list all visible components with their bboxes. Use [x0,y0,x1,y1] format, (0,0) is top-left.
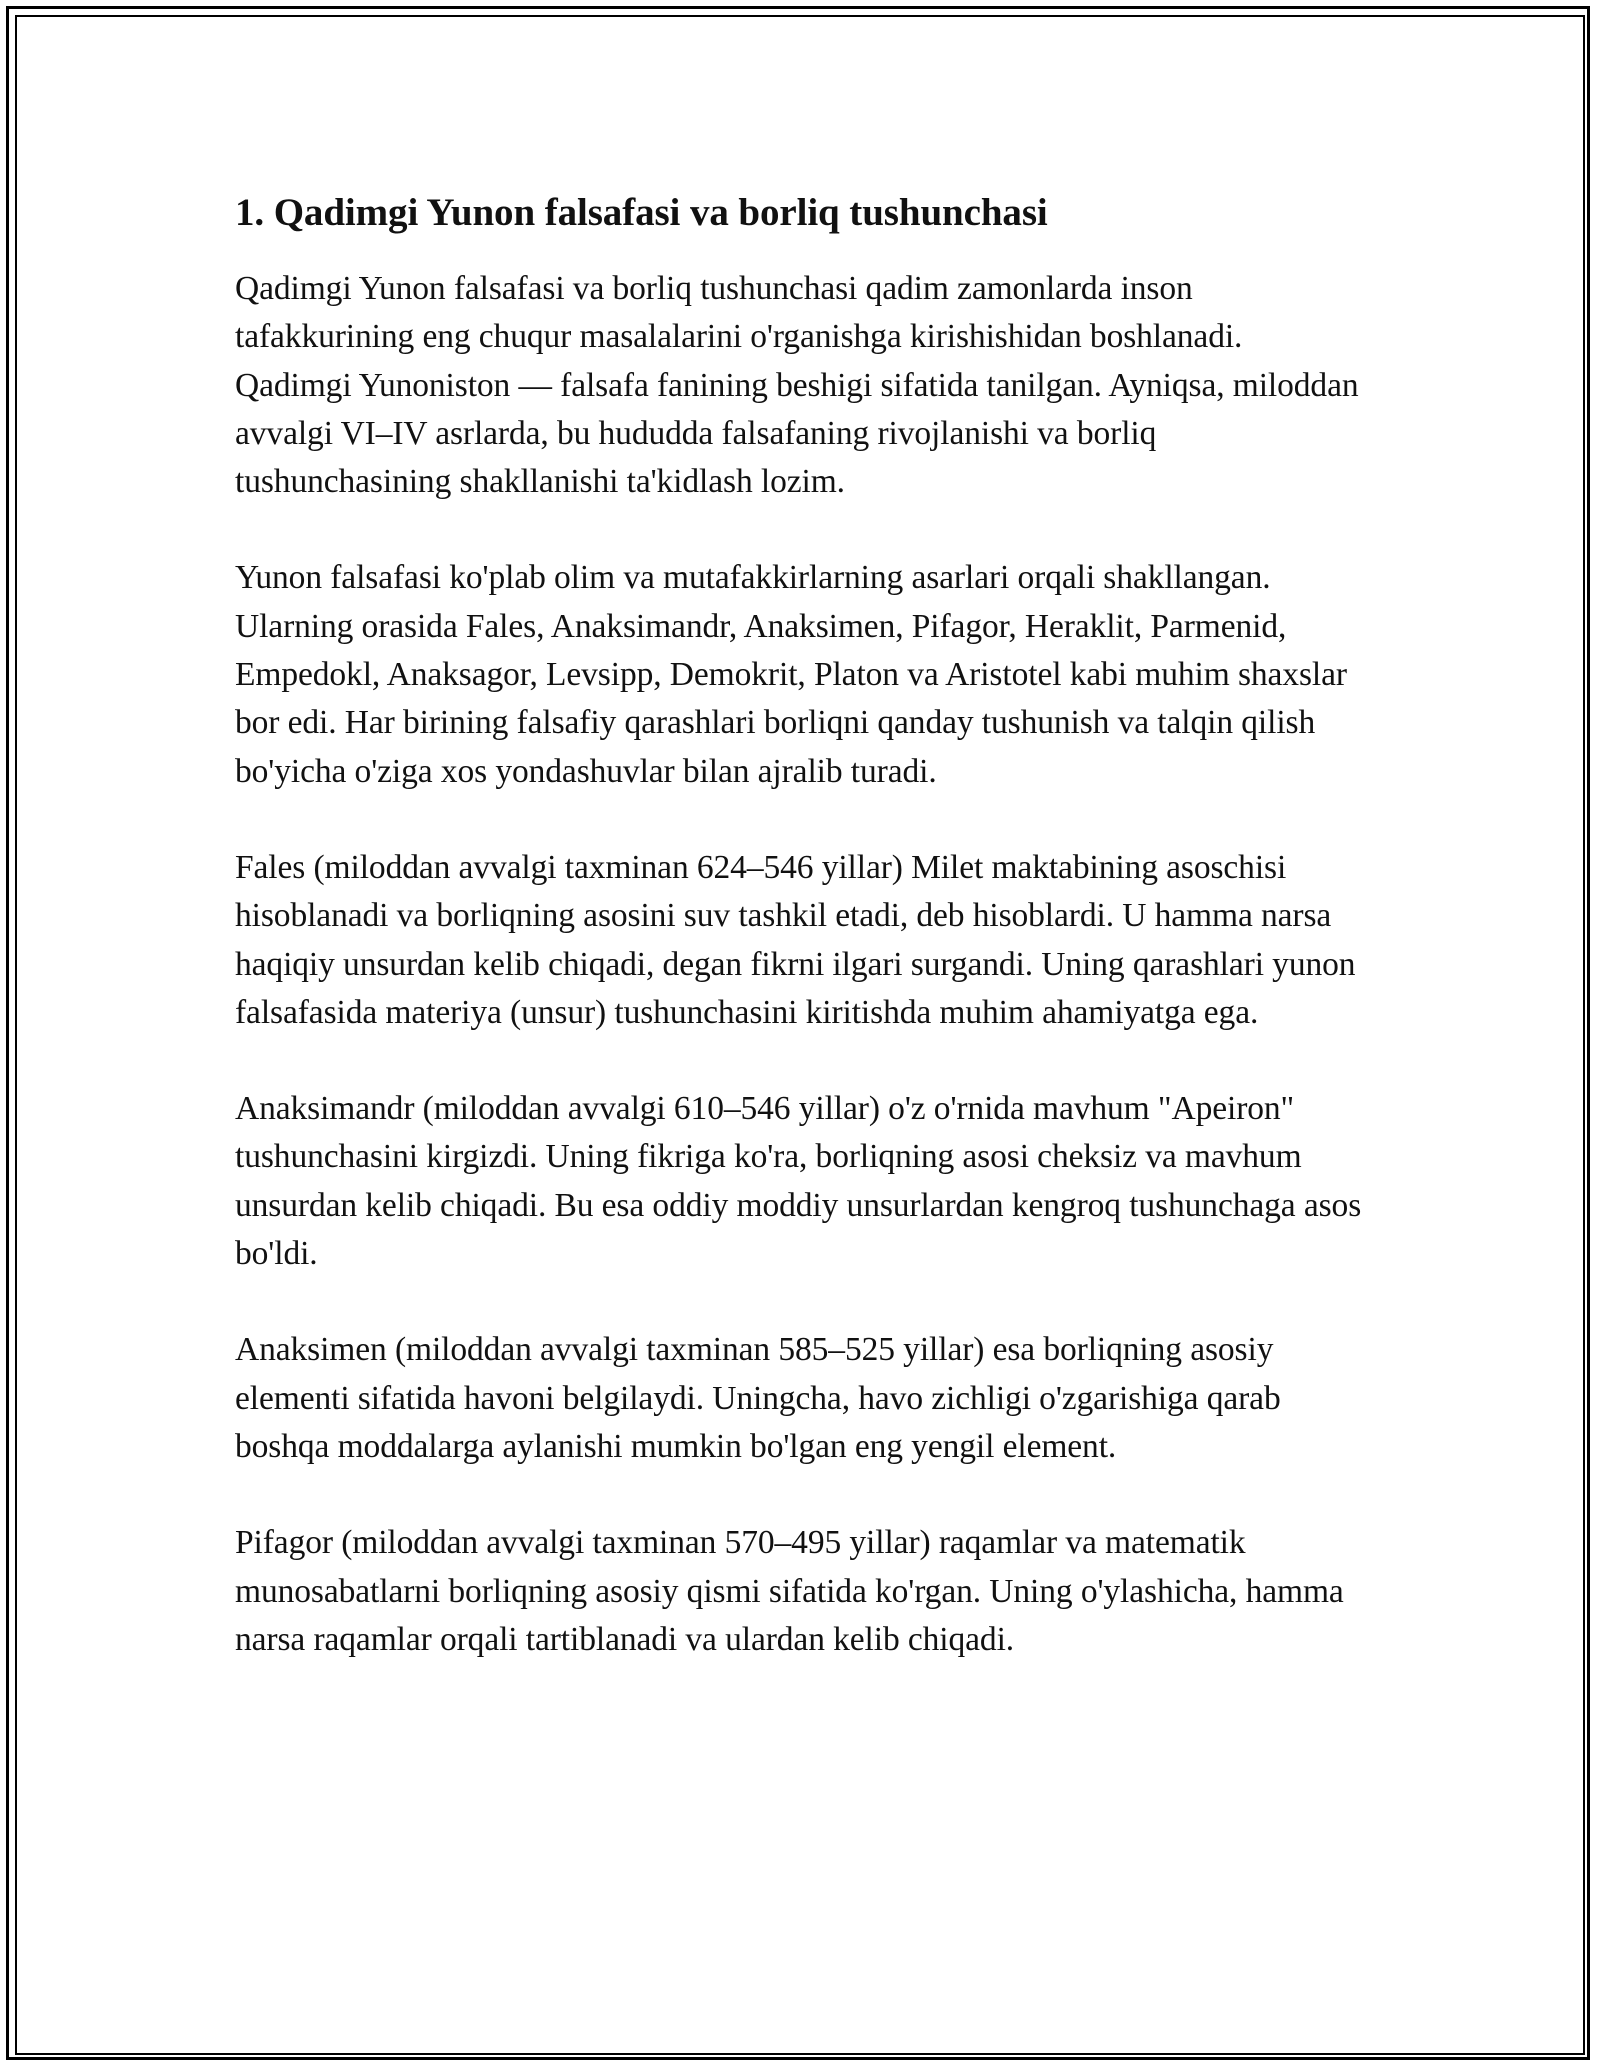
paragraph-anaksimandr: Anaksimandr (miloddan avvalgi 610–546 yillar) o'z o'rnida mavhum "Apeiron" tushunchasini kirgizdi. Uning fikriga ko'ra, borliqning asosi cheksiz va mavhum unsurdan kelib chiqadi. Bu esa oddiy moddiy unsurlardan kengroq tushunchaga asos bo'ldi. [235,1090,1362,1273]
paragraph-anaksimen: Anaksimen (miloddan avvalgi taxminan 585–525 yillar) esa borliqning asosiy elementi sifatida havoni belgilaydi. Uningcha, havo zichligi o'zgarishiga qarab boshqa moddalarga aylanishi mumkin bo'lgan eng yengil element. [235,1331,1281,1465]
document-body [235,186,1365,1664]
paragraph-intro: Qadimgi Yunon falsafasi va borliq tushunchasi qadim zamonlarda inson tafakkurining eng chuqur masalalarini o'rganishga kirishishidan boshlanadi. Qadimgi Yunoniston — falsafa fanining beshigi sifatida tanilgan. Ayniqsa, miloddan avvalgi VI–IV asrlarda, bu hududda falsafaning rivojlanishi va borliq tushunchasining shakllanishi ta'kidlash lozim. [235,270,1359,501]
section-heading: 1. Qadimgi Yunon falsafasi va borliq tushunchasi [235,191,1048,234]
paragraph-fales: Fales (miloddan avvalgi taxminan 624–546 yillar) Milet maktabining asoschisi hisoblanadi va borliqning asosini suv tashkil etadi, deb hisoblardi. U hamma narsa haqiqiy unsurdan kelib chiqadi, degan fikrni ilgari surgandi. Uning qarashlari yunon falsafasida materiya (unsur) tushunchasini kiritishda muhim ahamiyatga ega. [235,848,1356,1031]
paragraph-philosophers: Yunon falsafasi ko'plab olim va mutafakkirlarning asarlari orqali shakllangan. Ularning orasida Fales, Anaksimandr, Anaksimen, Pifagor, Heraklit, Parmenid, Empedokl, Anaksagor, Levsipp, Demokrit, Platon va Aristotel kabi muhim shaxslar bor edi. Har birining falsafiy qarashlari borliqni qanday tushunish va talqin qilish bo'yicha o'ziga xos yondashuvlar bilan ajralib turadi. [235,559,1347,790]
paragraph-pifagor: Pifagor (miloddan avvalgi taxminan 570–495 yillar) raqamlar va matematik munosabatlarni borliqning asosiy qismi sifatida ko'rgan. Uning o'ylashicha, hamma narsa raqamlar orqali tartiblanadi va ulardan kelib chiqadi. [235,1524,1344,1658]
